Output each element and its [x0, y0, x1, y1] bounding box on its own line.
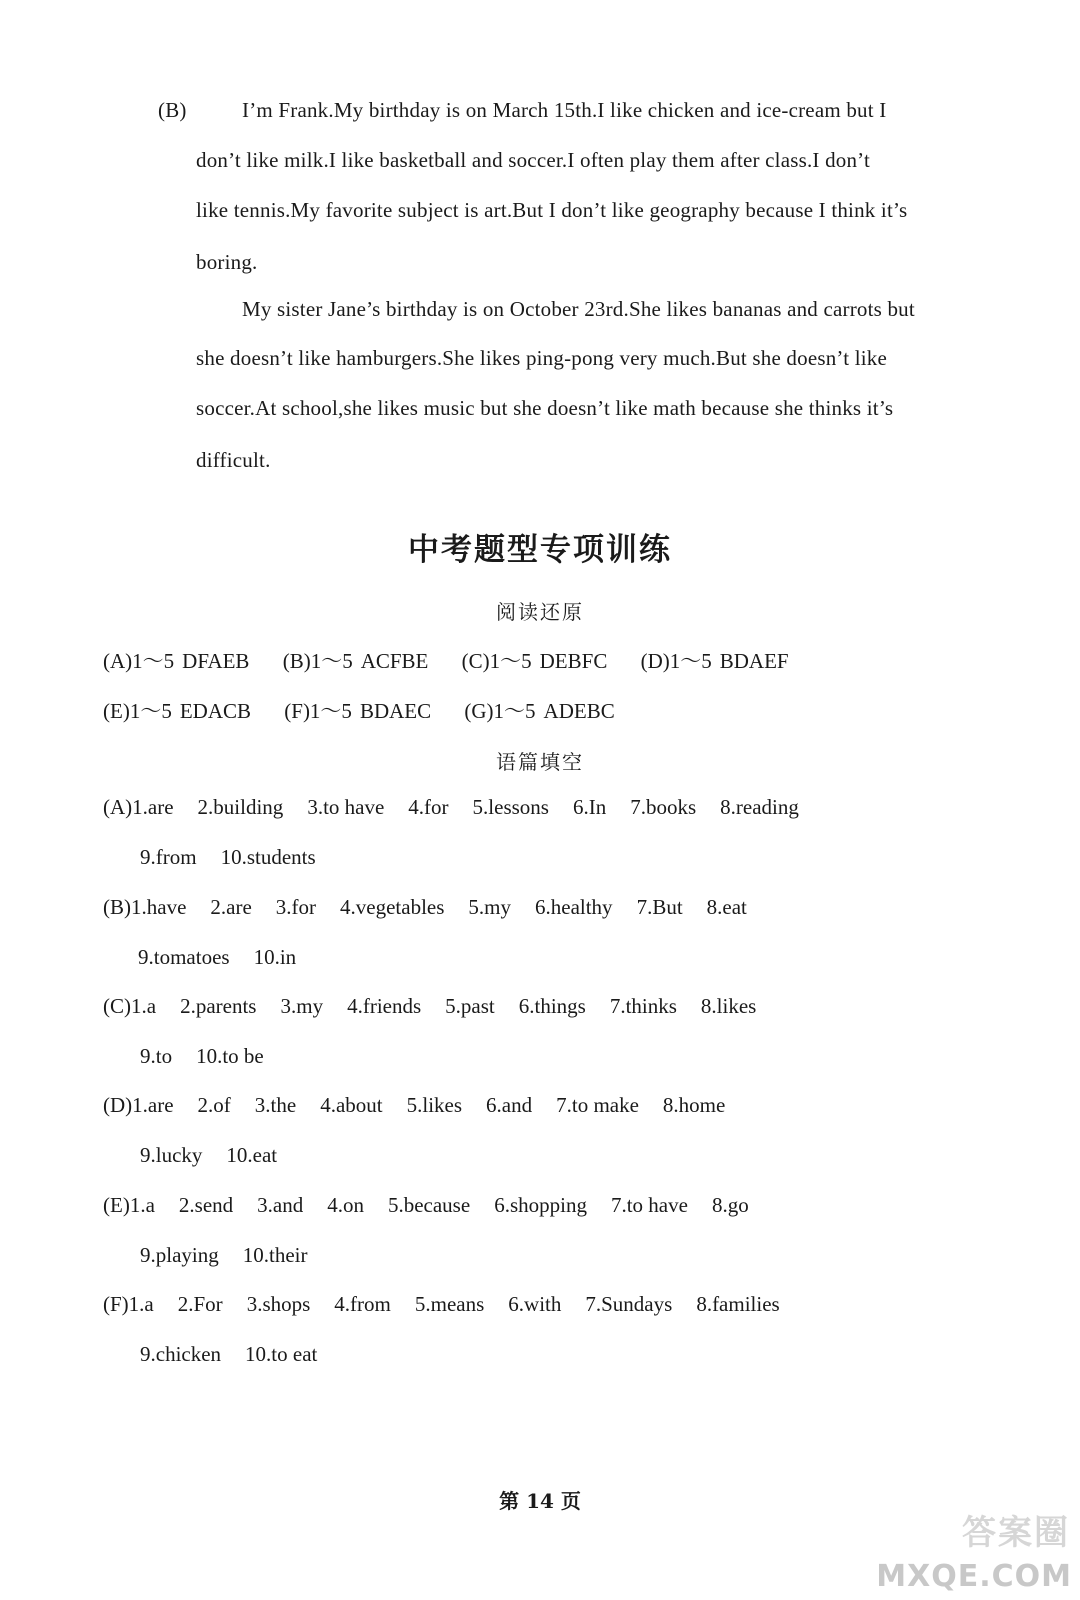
cloze-answer: 8.go — [711, 1193, 749, 1217]
cloze-answer: 5.means — [414, 1292, 485, 1316]
cloze-answer: 6.things — [518, 994, 586, 1018]
cloze-answer: 10.in — [253, 945, 297, 969]
cloze-answer: 7.thinks — [609, 994, 677, 1018]
passage-line: boring. — [196, 250, 258, 274]
cloze-answer: 10.students — [220, 845, 316, 869]
cloze-answer: 5.because — [387, 1193, 471, 1217]
cloze-f-line-2 — [140, 1342, 341, 1367]
cloze-answer: 6.In — [572, 795, 607, 819]
reading-label: (B)1～5 — [282, 649, 353, 673]
cloze-answer: (E)1.a — [103, 1193, 155, 1217]
cloze-answer: 8.reading — [720, 795, 799, 819]
passage-line: like tennis.My favorite subject is art.But I don’t like geography because I think it’s — [196, 198, 908, 222]
cloze-answer: 2.parents — [180, 994, 257, 1018]
cloze-answer: 6.shopping — [494, 1193, 587, 1217]
watermark-logo: 答案圈 — [962, 1513, 1070, 1553]
cloze-answer: 3.shops — [246, 1292, 311, 1316]
section-title: 中考题型专项训练 — [408, 532, 672, 568]
cloze-answer: 2.are — [210, 895, 252, 919]
cloze-answer: 6.and — [486, 1093, 533, 1117]
cloze-f-line-1 — [103, 1292, 804, 1317]
cloze-answer: 8.eat — [706, 895, 747, 919]
cloze-answer: 10.their — [242, 1243, 308, 1267]
cloze-answer: 2.of — [197, 1093, 231, 1117]
reading-answer: ACFBE — [360, 649, 429, 673]
cloze-answer: 10.to eat — [245, 1342, 318, 1366]
cloze-e-line-1 — [103, 1193, 773, 1218]
cloze-d-line-2 — [140, 1143, 301, 1168]
cloze-answer: 3.to have — [307, 795, 385, 819]
cloze-a-line-2 — [140, 845, 340, 870]
cloze-answer: 5.past — [445, 994, 495, 1018]
cloze-e-line-2 — [140, 1243, 331, 1268]
cloze-answer: 2.building — [197, 795, 284, 819]
cloze-answer: 9.to — [140, 1044, 173, 1068]
cloze-answer: 7.books — [630, 795, 697, 819]
cloze-answer: 10.to be — [196, 1044, 264, 1068]
cloze-answer: 5.my — [468, 895, 511, 919]
cloze-answer: (F)1.a — [103, 1292, 154, 1316]
reading-row-1 — [103, 645, 817, 675]
cloze-a-line-1 — [103, 795, 823, 820]
watermark-url: MXQE.COM — [876, 1559, 1072, 1594]
cloze-answer: 4.friends — [347, 994, 422, 1018]
cloze-answer: 3.the — [254, 1093, 297, 1117]
reading-answer: DFAEB — [182, 649, 250, 673]
reading-heading: 阅读还原 — [496, 600, 584, 624]
reading-answer: BDAEF — [719, 649, 789, 673]
passage-line: difficult. — [196, 448, 271, 472]
cloze-answer: 5.likes — [406, 1093, 463, 1117]
cloze-answer: 8.home — [662, 1093, 726, 1117]
cloze-answer: (D)1.are — [103, 1093, 174, 1117]
cloze-d-line-1 — [103, 1093, 749, 1118]
cloze-answer: 7.to make — [556, 1093, 639, 1117]
reading-row-2 — [103, 695, 643, 725]
cloze-answer: 7.Sundays — [585, 1292, 673, 1316]
cloze-answer: 2.For — [177, 1292, 223, 1316]
cloze-answer: 7.to have — [610, 1193, 688, 1217]
cloze-answer: 9.chicken — [140, 1342, 222, 1366]
cloze-answer: 9.playing — [140, 1243, 219, 1267]
reading-label: (A)1～5 — [103, 649, 175, 673]
passage-line: My sister Jane’s birthday is on October 23rd.She likes bananas and carrots but — [242, 297, 915, 321]
passage-line: soccer.At school,she likes music but she doesn’t like math because she thinks it’s — [196, 396, 894, 420]
reading-answer: BDAEC — [359, 699, 432, 723]
cloze-answer: 4.about — [320, 1093, 383, 1117]
cloze-heading: 语篇填空 — [496, 750, 584, 774]
cloze-answer: 3.and — [257, 1193, 304, 1217]
cloze-c-line-1 — [103, 994, 780, 1019]
cloze-answer: (A)1.are — [103, 795, 174, 819]
cloze-answer: 6.healthy — [535, 895, 613, 919]
reading-label: (G)1～5 — [464, 699, 536, 723]
passage-line: don’t like milk.I like basketball and soccer.I often play them after class.I don’t — [196, 148, 871, 172]
cloze-answer: 3.for — [275, 895, 317, 919]
reading-answer: ADEBC — [543, 699, 615, 723]
cloze-answer: 2.send — [178, 1193, 234, 1217]
passage-b-label: (B) — [158, 98, 187, 122]
cloze-answer: 5.lessons — [472, 795, 549, 819]
cloze-answer: 6.with — [508, 1292, 562, 1316]
cloze-answer: 7.But — [636, 895, 683, 919]
reading-label: (C)1～5 — [461, 649, 532, 673]
cloze-b-line-1 — [103, 895, 771, 920]
cloze-answer: 4.vegetables — [340, 895, 445, 919]
reading-answer: DEBFC — [539, 649, 608, 673]
cloze-answer: (B)1.have — [103, 895, 187, 919]
passage-line: she doesn’t like hamburgers.She likes ping-pong very much.But she doesn’t like — [196, 346, 888, 370]
cloze-c-line-2 — [140, 1044, 288, 1069]
cloze-answer: (C)1.a — [103, 994, 157, 1018]
cloze-answer: 3.my — [280, 994, 324, 1018]
cloze-answer: 8.likes — [700, 994, 757, 1018]
cloze-answer: 9.tomatoes — [138, 945, 230, 969]
page-number: 第 14 页 — [499, 1489, 581, 1513]
cloze-b-line-2 — [138, 945, 320, 970]
reading-label: (D)1～5 — [640, 649, 712, 673]
reading-label: (E)1～5 — [103, 699, 172, 723]
cloze-answer: 4.on — [327, 1193, 364, 1217]
cloze-answer: 9.lucky — [140, 1143, 203, 1167]
passage-line: I’m Frank.My birthday is on March 15th.I like chicken and ice-cream but I — [242, 98, 887, 122]
cloze-answer: 4.for — [408, 795, 449, 819]
reading-answer: EDACB — [179, 699, 252, 723]
cloze-answer: 10.eat — [226, 1143, 278, 1167]
cloze-answer: 8.families — [696, 1292, 780, 1316]
cloze-answer: 9.from — [140, 845, 197, 869]
cloze-answer: 4.from — [334, 1292, 391, 1316]
reading-label: (F)1～5 — [284, 699, 352, 723]
